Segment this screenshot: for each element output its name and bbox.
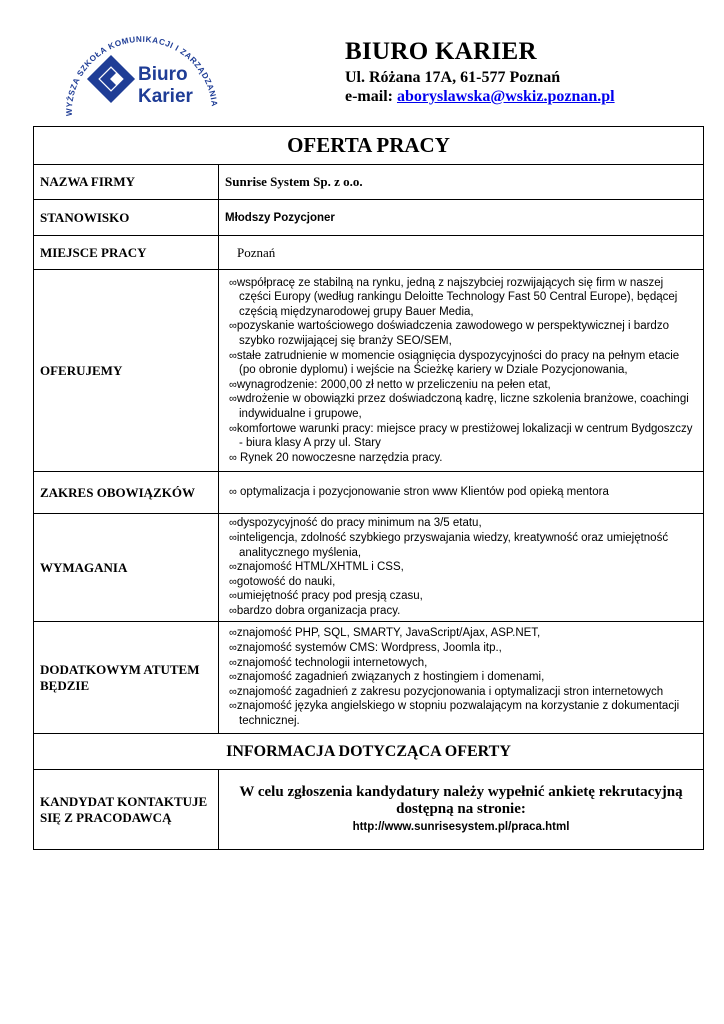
list-item bbox=[229, 349, 697, 378]
list-item bbox=[229, 656, 697, 671]
location-label: MIEJSCE PRACY bbox=[34, 236, 219, 270]
list-item bbox=[229, 589, 697, 604]
we-offer-list bbox=[219, 274, 703, 468]
list-item bbox=[229, 604, 697, 619]
bullet-icon: ∞ bbox=[229, 575, 237, 588]
we-offer-label: OFERUJEMY bbox=[34, 270, 219, 472]
duties-list bbox=[219, 483, 703, 502]
contact-url[interactable]: http://www.sunrisesystem.pl/praca.html bbox=[352, 820, 570, 833]
position-label: STANOWISKO bbox=[34, 200, 219, 236]
list-item-text: znajomość HTML/XHTML i CSS, bbox=[236, 561, 404, 574]
logo-arc-text: WYŻSZA SZKOŁA KOMUNIKACJI I ZARZĄDZANIA bbox=[64, 34, 219, 117]
contact-label: KANDYDAT KONTAKTUJE SIĘ Z PRACODAWCĄ bbox=[34, 770, 219, 850]
bullet-icon: ∞ bbox=[229, 422, 237, 435]
position-value: Młodszy Pozycjoner bbox=[219, 200, 704, 236]
info-title: INFORMACJA DOTYCZĄCA OFERTY bbox=[34, 734, 704, 770]
list-item bbox=[229, 451, 697, 466]
offer-table bbox=[33, 126, 704, 850]
list-item-text: wynagrodzenie: 2000,00 zł netto w przeliczeniu na pełen etat, bbox=[236, 378, 551, 391]
list-item bbox=[229, 670, 697, 685]
contact-cell bbox=[219, 770, 704, 850]
email-link[interactable]: aboryslawska@wskiz.poznan.pl bbox=[396, 88, 615, 105]
list-item bbox=[229, 531, 697, 560]
list-item-text: pozyskanie wartościowego doświadczenia zawodowego w perspektywicznej i bardzo szybko rozwijającej się branży SEO/SEM, bbox=[236, 320, 669, 348]
duties-cell bbox=[219, 472, 704, 514]
logo-line2: Karier bbox=[138, 86, 193, 107]
list-item-text: komfortowe warunki pracy: miejsce pracy w prestiżowej lokalizacji w centrum Bydgoszczy - biura klasy A przy ul. Stary bbox=[236, 422, 693, 450]
list-item-text: Rynek 20 nowoczesne narzędzia pracy. bbox=[236, 451, 443, 464]
biuro-karier-logo bbox=[52, 12, 230, 120]
bullet-icon: ∞ bbox=[229, 627, 237, 640]
list-item bbox=[229, 392, 697, 421]
bullet-icon: ∞ bbox=[229, 685, 237, 698]
bullet-icon: ∞ bbox=[229, 656, 237, 669]
contact-text: W celu zgłoszenia kandydatury należy wypełnić ankietę rekrutacyjną dostępną na stronie: bbox=[239, 783, 683, 817]
list-item-text: stałe zatrudnienie w momencie osiągnięcia dyspozycyjności do pracy na pełnym etacie (po obronie dyplomu) i wejście na Ścieżkę kariery w Dziale Pozycjonowania, bbox=[236, 349, 680, 377]
bullet-icon: ∞ bbox=[229, 671, 237, 684]
requirements-cell bbox=[219, 514, 704, 622]
office-email-line bbox=[345, 88, 615, 106]
location-value: Poznań bbox=[219, 236, 704, 270]
bullet-icon: ∞ bbox=[229, 393, 237, 406]
list-item-text: współpracę ze stabilną na rynku, jedną z najszybciej rozwijających się firm w naszej części Europy (według rankingu Deloitte Technology Fast 50 Central Europe), będącej częścią międzynarodowej grupy Bauer Media, bbox=[236, 276, 678, 318]
bonus-list bbox=[219, 624, 703, 730]
duties-label: ZAKRES OBOWIĄZKÓW bbox=[34, 472, 219, 514]
list-item-text: inteligencja, zdolność szybkiego przyswajania wiedzy, kreatywność oraz umiejętność analitycznego myślenia, bbox=[236, 532, 669, 559]
list-item-text: znajomość języka angielskiego w stopniu pozwalającym na korzystanie z dokumentacji technicznej. bbox=[236, 700, 680, 727]
list-item bbox=[229, 516, 697, 531]
list-item-text: znajomość PHP, SQL, SMARTY, JavaScript/Ajax, ASP.NET, bbox=[236, 627, 541, 640]
bullet-icon: ∞ bbox=[229, 349, 237, 362]
logo-line1: Biuro bbox=[138, 64, 188, 85]
list-item-text: znajomość zagadnień związanych z hostingiem i domenami, bbox=[236, 671, 545, 684]
bullet-icon: ∞ bbox=[229, 276, 237, 289]
list-item-text: dyspozycyjność do pracy minimum na 3/5 etatu, bbox=[236, 517, 482, 530]
requirements-label: WYMAGANIA bbox=[34, 514, 219, 622]
list-item-text: znajomość zagadnień z zakresu pozycjonowania i optymalizacji stron internetowych bbox=[236, 685, 664, 698]
list-item-text: znajomość technologii internetowych, bbox=[236, 656, 428, 669]
list-item bbox=[229, 641, 697, 656]
bullet-icon: ∞ bbox=[229, 590, 237, 603]
bullet-icon: ∞ bbox=[229, 486, 237, 499]
bullet-icon: ∞ bbox=[229, 604, 237, 617]
list-item-text: optymalizacja i pozycjonowanie stron www Klientów pod opieką mentora bbox=[236, 486, 609, 499]
list-item bbox=[229, 685, 697, 700]
list-item-text: gotowość do nauki, bbox=[236, 575, 336, 588]
bullet-icon: ∞ bbox=[229, 561, 237, 574]
offer-title: OFERTA PRACY bbox=[34, 127, 704, 165]
list-item-text: wdrożenie w obowiązki przez doświadczoną kadrę, liczne szkolenia branżowe, coachingi indywidualne i grupowe, bbox=[236, 393, 689, 420]
email-label: e-mail: bbox=[345, 88, 397, 105]
bullet-icon: ∞ bbox=[229, 532, 237, 545]
list-item-text: znajomość systemów CMS: Wordpress, Joomla itp., bbox=[236, 642, 502, 655]
list-item bbox=[229, 699, 697, 728]
list-item-text: bardzo dobra organizacja pracy. bbox=[236, 604, 401, 617]
bullet-icon: ∞ bbox=[229, 378, 237, 391]
list-item bbox=[229, 575, 697, 590]
list-item bbox=[229, 276, 697, 320]
list-item-text: umiejętność pracy pod presją czasu, bbox=[236, 590, 423, 603]
office-title: BIURO KARIER bbox=[345, 38, 537, 65]
bonus-cell bbox=[219, 622, 704, 734]
office-address: Ul. Różana 17A, 61-577 Poznań bbox=[345, 69, 561, 86]
letterhead bbox=[0, 0, 724, 125]
bullet-icon: ∞ bbox=[229, 451, 237, 464]
bullet-icon: ∞ bbox=[229, 517, 237, 530]
list-item bbox=[229, 626, 697, 641]
we-offer-cell bbox=[219, 270, 704, 472]
list-item bbox=[229, 378, 697, 393]
list-item bbox=[229, 485, 697, 500]
list-item bbox=[229, 422, 697, 451]
list-item bbox=[229, 319, 697, 348]
bullet-icon: ∞ bbox=[229, 320, 237, 333]
bonus-label: DODATKOWYM ATUTEM BĘDZIE bbox=[34, 622, 219, 734]
company-label: NAZWA FIRMY bbox=[34, 165, 219, 200]
bullet-icon: ∞ bbox=[229, 700, 237, 713]
requirements-list bbox=[219, 514, 703, 620]
company-value: Sunrise System Sp. z o.o. bbox=[219, 165, 704, 200]
bullet-icon: ∞ bbox=[229, 642, 237, 655]
list-item bbox=[229, 560, 697, 575]
